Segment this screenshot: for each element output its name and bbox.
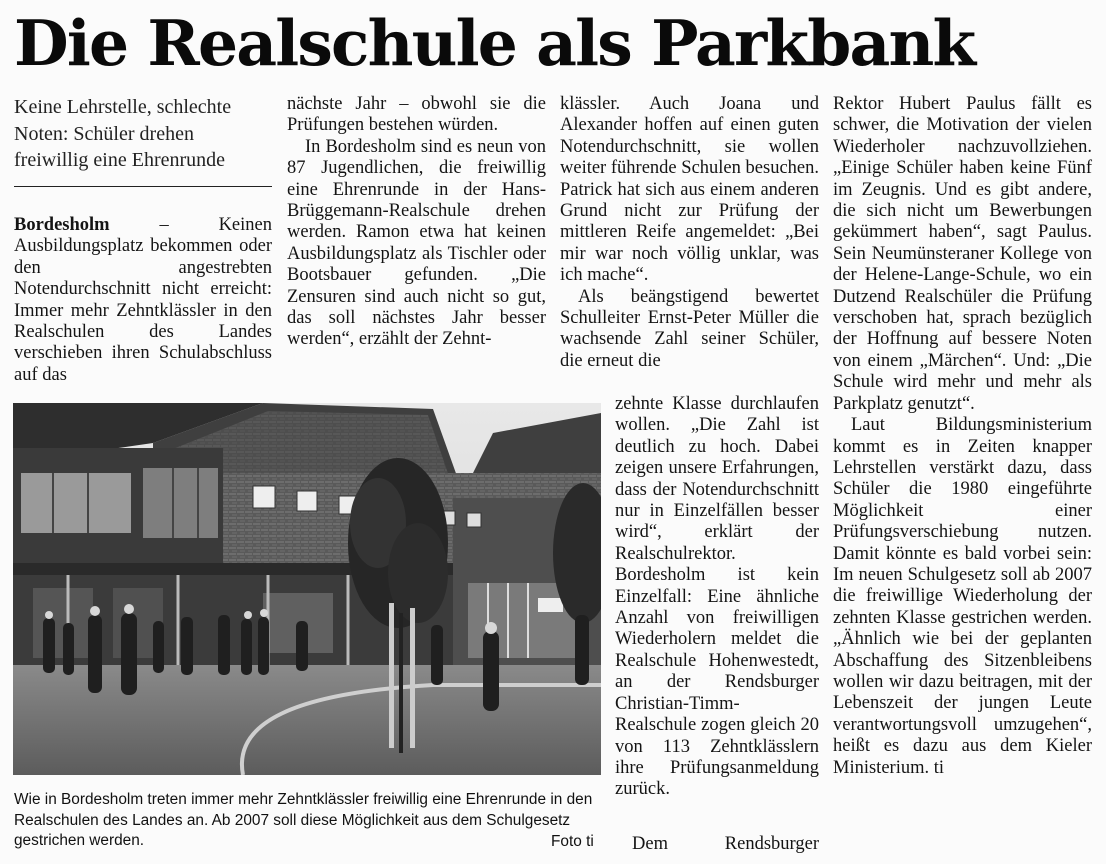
column-2-paragraph: In Bordesholm sind es neun von 87 Jugendlichen, die freiwillig eine Ehrenrunde in der Hans-Brüggemann-Realschule drehen werden. Ramon etwa hat keinen Ausbildungsplatz als Tischler oder Bootsbauer gefunden. „Die Zensuren sind auch nicht so gut, das soll nächstes Jahr besser werden“, erzählt der Zehnt- — [287, 136, 546, 350]
column-2-paragraph: nächste Jahr – obwohl sie die Prüfungen bestehen würden. — [287, 94, 546, 136]
school-photo — [13, 403, 601, 775]
photo-credit: Foto ti — [551, 833, 594, 850]
column-3-paragraph: klässler. Auch Joana und Alexander hoffen auf einen guten Notendurchschnitt, sie wollen weiter führende Schulen besuchen. Patrick hat sich aus einem anderen Grund nicht zur Prüfung der mittleren Reife angemeldet: „Bei mir war noch völlig unklar, was ich mache“. — [560, 94, 819, 286]
photo-caption: Wie in Bordesholm treten immer mehr Zehntklässler freiwillig eine Ehrenrunde in den Realschulen des Landes an. Ab 2007 soll diese Möglichkeit aus dem Schulgesetz gestrichen werden. — [14, 791, 593, 849]
column-4-paragraph: Rektor Hubert Paulus fällt es schwer, die Motivation der vielen Wiederholer nachzuvollziehen. „Einige Schüler haben keine Fünf im Zeugnis. Und es gibt andere, die sich nicht um Bewerbungen gekümmert haben“, sagt Paulus. Sein Neumünsteraner Kollege von der Helene-Lange-Schule, wo ein Dutzend Realschüler die Prüfung verschoben hat, sprach bezüglich der Hoffnung auf bessere Noten von einem „Märchen“. Und: „Die Schule wird mehr und mehr als Parkplatz genutzt“. — [833, 94, 1092, 414]
column-3 — [560, 94, 819, 372]
column-1 — [14, 215, 272, 386]
column-2 — [287, 94, 546, 351]
column-4-paragraph: Laut Bildungsministerium kommt es in Zeiten knapper Lehrstellen verstärkt dazu, dass Schüler die 1980 eingeführte Möglichkeit einer Prüfungsverschiebung nutzen. Damit könnte es bald vorbei sein: Im neuen Schulgesetz soll ab 2007 die freiwillige Wiederholung der zehnten Klasse gestrichen werden. „Ähnlich wie bei der geplanten Abschaffung des Sitzenbleibens wollen wir dazu beitragen, mit der Lebenszeit der jungen Leute verantwortungsvoll umzugehen“, heißt es dazu aus dem Kieler Ministerium. ti — [833, 415, 1092, 778]
column-1-text: – Keinen Ausbildungsplatz bekommen oder den angestrebten Notendurchschnitt nicht erreicht: Immer mehr Zehntklässler in den Realschulen des Landes verschieben ihren Schulabschluss auf das — [14, 215, 272, 385]
column-3-last-text: Dem Rendsburger — [632, 834, 819, 854]
subheadline: Keine Lehrstelle, schlechte Noten: Schüler drehen freiwillig eine Ehrenrunde — [14, 96, 232, 171]
column-3-paragraph: Als beängstigend bewertet Schulleiter Ernst-Peter Müller die wachsende Zahl seiner Schüler, die erneut die — [560, 286, 819, 371]
column-3-last-line — [632, 834, 819, 855]
column-3-narrow — [615, 394, 819, 801]
column-4 — [833, 94, 1092, 779]
column-3-narrow-text: zehnte Klasse durchlaufen wollen. „Die Zahl ist deutlich zu hoch. Dabei zeigen unsere Erfahrungen, dass der Notendurchschnitt nur in Einzelfällen besser wird“, erklärt der Realschulrektor. Bordesholm ist kein Einzelfall: Eine ähnliche Anzahl von freiwilligen Wiederholern meldet die Realschule Hohenwestedt, an der Rendsburger Christian-Timm-Realschule zogen gleich 20 von 113 Zehntklässlern ihre Prüfungsanmeldung zurück. — [615, 394, 819, 800]
dateline: Bordesholm — [14, 215, 110, 235]
headline: Die Realschule als Parkbank — [14, 6, 975, 80]
school-building-image — [13, 403, 601, 775]
divider — [14, 186, 272, 187]
